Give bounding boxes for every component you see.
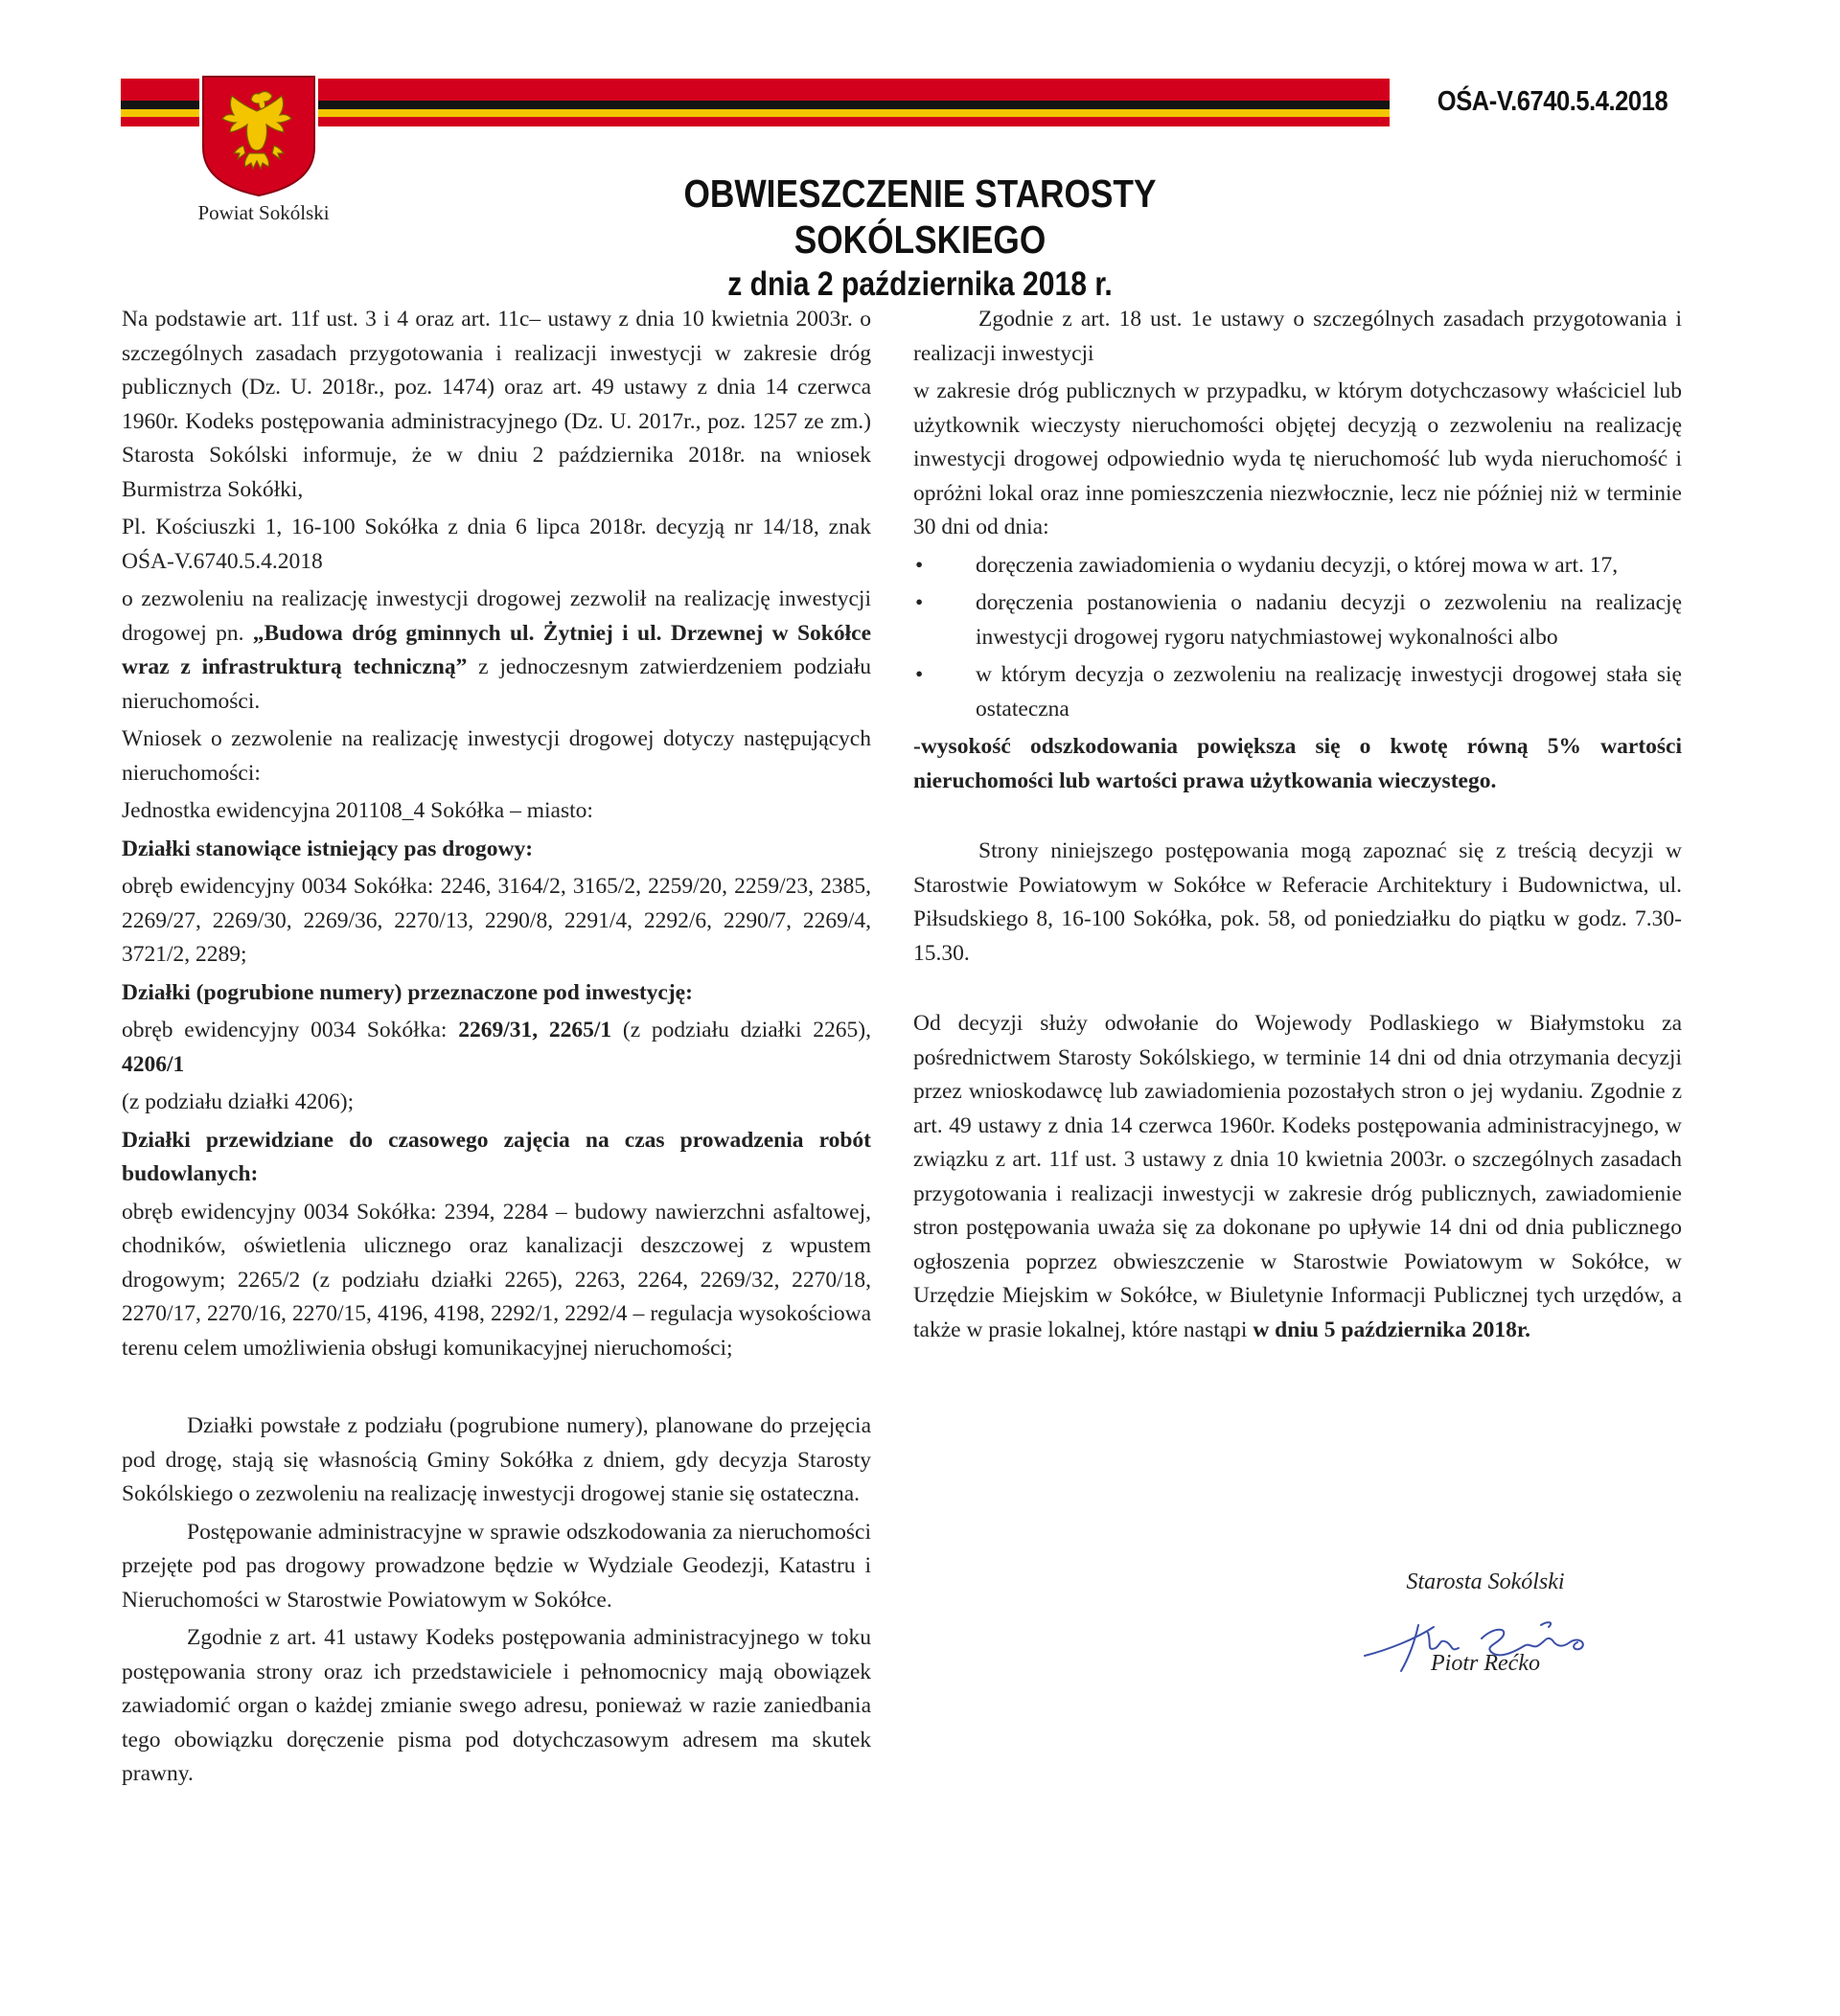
document-reference: OŚA-V.6740.5.4.2018 <box>1437 86 1668 117</box>
crest-caption: Powiat Sokólski <box>197 201 330 224</box>
heading-temporary-plots: Działki przewidziane do czasowego zajęcia na czas prowadzenia robót budowlanych: <box>122 1127 871 1186</box>
title-line-2: z dnia 2 października 2018 r. <box>727 265 1113 303</box>
p7-bold-plots: 2269/31, 2265/1 <box>458 1018 612 1042</box>
p7-text-c: (z podziału działki 2265), <box>611 1018 872 1042</box>
bullet-icon: • <box>915 590 924 615</box>
left-paragraph-9: obręb ewidencyjny 0034 Sokółka: 2394, 2284 – budowy nawierzchni asfaltowej, chodników, oświetlenia ulicznego oraz kanalizacji deszczowej z wpustem drogowym; 2265/2 (z podziału działki 2265), 2263, 2264, 2269/32, 2270/18, 2270/17, 2270/16, 2270/15, 4196, 4198, 2292/1, 2292/4 – regulacja wysokościowa terenu celem umożliwienia obsługi komunikacyjnej nieruchomości; <box>122 1199 871 1361</box>
left-paragraph-5: Jednostka ewidencyjna 201108_4 Sokółka – miasto: <box>122 798 593 823</box>
list-item <box>913 658 1682 726</box>
p7-bold-plot-2: 4206/1 <box>122 1051 185 1077</box>
heading-investment-plots: Działki (pogrubione numery) przeznaczone pod inwestycję: <box>122 979 693 1005</box>
investment-name: „Budowa dróg gminnych ul. Żytniej i ul. Drzewnej w Sokółce wraz z infrastrukturą techniczną” <box>122 620 871 679</box>
list-item <box>913 549 1682 584</box>
left-paragraph-7 <box>122 1014 871 1082</box>
page-title <box>590 171 1250 307</box>
title-line-1: OBWIESZCZENIE STAROSTY SOKÓLSKIEGO <box>683 172 1157 262</box>
spacer <box>122 1369 871 1409</box>
right-paragraph-5 <box>913 1007 1682 1347</box>
p7-text-a: obręb ewidencyjny 0034 Sokółka: <box>122 1018 459 1042</box>
right-column <box>913 303 1682 1351</box>
list-item-text: doręczenia postanowienia o nadaniu decyzji o zezwoleniu na realizację inwestycji drogowej rygoru natychmiastowej wykonalności albo <box>976 590 1682 650</box>
heading-existing-road: Działki stanowiące istniejący pas drogowy: <box>122 836 534 861</box>
p3-text-c: z jednoczesnym zatwierdzeniem podziału nieruchomości. <box>122 654 871 714</box>
left-paragraph-1: Na podstawie art. 11f ust. 3 i 4 oraz art. 11c– ustawy z dnia 10 kwietnia 2003r. o szczególnych zasadach przygotowania i realizacji inwestycji w zakresie dróg publicznych (Dz. U. 2018r., poz. 1474) oraz art. 49 ustawy z dnia 14 czerwca 1960r. Kodeks postępowania administracyjnego (Dz. U. 2017r., poz. 1257 ze zm.) Starosta Sokólski informuje, że w dniu 2 października 2018r. na wniosek Burmistrza Sokółki, <box>122 307 871 502</box>
left-paragraph-3 <box>122 583 871 719</box>
left-paragraph-12: Zgodnie z art. 41 ustawy Kodeks postępowania administracyjnego w toku postępowania strony oraz ich przedstawiciele i pełnomocnicy mają obowiązek zawiadomić organ o każdej zmianie swego adresu, ponieważ w razie zaniedbania tego obowiązku doręczenie pisma pod dotychczasowym adresem ma skutek prawny. <box>122 1625 871 1786</box>
right-paragraph-4: Strony niniejszego postępowania mogą zapoznać się z treścią decyzji w Starostwie Powiatowym w Sokółce w Referacie Architektury i Budownictwa, ul. Piłsudskiego 8, 16-100 Sokółka, pok. 58, od poniedziałku do piątku w godz. 7.30-15.30. <box>913 838 1682 966</box>
bullet-icon: • <box>915 662 924 687</box>
list-item-text: doręczenia zawiadomienia o wydaniu decyzji, o której mowa w art. 17, <box>976 552 1619 578</box>
p3-text-a: o zezwoleniu na realizację inwestycji drogowej zezwolił na realizację inwestycji drogowej pn. <box>122 586 871 646</box>
conditions-list <box>913 549 1682 727</box>
left-paragraph-6: obręb ewidencyjny 0034 Sokółka: 2246, 3164/2, 3165/2, 2259/20, 2259/23, 2385, 2269/27, 2269/30, 2269/36, 2270/13, 2290/8, 2291/4, 2292/6, 2290/7, 2269/4, 3721/2, 2289; <box>122 874 871 967</box>
left-paragraph-4: Wniosek o zezwolenie na realizację inwestycji drogowej dotyczy następujących nieruchomości: <box>122 726 871 786</box>
left-paragraph-11: Postępowanie administracyjne w sprawie odszkodowania za nieruchomości przejęte pod pas drogowy prowadzone będzie w Wydziale Geodezji, Katastru i Nieruchomości w Starostwie Powiatowym w Sokółce. <box>122 1519 871 1613</box>
spacer <box>913 802 1682 835</box>
left-paragraph-8: (z podziału działki 4206); <box>122 1089 355 1114</box>
spacer <box>913 974 1682 1007</box>
left-column <box>122 303 871 1796</box>
left-paragraph-2: Pl. Kościuszki 1, 16-100 Sokółka z dnia 6 lipca 2018r. decyzją nr 14/18, znak OŚA-V.6740.5.4.2018 <box>122 515 871 574</box>
left-paragraph-10: Działki powstałe z podziału (pogrubione numery), planowane do przejęcia pod drogę, stają się własnością Gminy Sokółka z dniem, gdy decyzja Starosty Sokólskiego o zezwoleniu na realizację inwestycji drogowej stanie się ostateczna. <box>122 1413 871 1506</box>
p5-bold-date: w dniu 5 października 2018r. <box>1253 1317 1530 1342</box>
bullet-icon: • <box>915 552 924 578</box>
list-item <box>913 586 1682 654</box>
right-paragraph-2: w zakresie dróg publicznych w przypadku, w którym dotychczasowy właściciel lub użytkownik wieczysty nieruchomości objętej decyzją o zezwoleniu na realizację inwestycji drogowej odpowiednio wyda tę nieruchomość lub wyda nieruchomość i opróżni lokal oraz inne pomieszczenia niezwłocznie, lecz nie później niż w terminie 30 dni od dnia: <box>913 378 1682 539</box>
list-item-text: w którym decyzja o zezwoleniu na realizację inwestycji drogowej stała się ostateczna <box>976 662 1682 722</box>
p5-text: Od decyzji służy odwołanie do Wojewody Podlaskiego w Białymstoku za pośrednictwem Starosty Sokólskiego, w terminie 14 dni od dnia otrzymania decyzji przez wnioskodawcę lub zawiadomienia pozostałych stron o jej wydaniu. Zgodnie z art. 49 ustawy z dnia 14 czerwca 1960r. Kodeks postępowania administracyjnego, w związku z art. 11f ust. 3 ustawy z dnia 10 kwietnia 2003r. o szczególnych zasadach przygotowania i realizacji inwestycji w zakresie dróg publicznych, zawiadomienie stron postępowania uważa się za dokonane po upływie 14 dni od dnia publicznego ogłoszenia poprzez obwieszczenie w Starostwie Powiatowym w Sokółce, w Urzędzie Miejskim w Sokółce, w Biuletynie Informacji Publicznej tych urzędów, a także w prasie lokalnej, które nastąpi <box>913 1011 1682 1342</box>
coat-of-arms-icon <box>199 73 318 199</box>
right-paragraph-1: Zgodnie z art. 18 ust. 1e ustawy o szczególnych zasadach przygotowania i realizacji inwestycji <box>913 307 1682 366</box>
handwritten-signature-icon <box>1359 1614 1618 1675</box>
right-paragraph-3: -wysokość odszkodowania powiększa się o kwotę równą 5% wartości nieruchomości lub wartości prawa użytkowania wieczystego. <box>913 734 1682 793</box>
signature-name: Piotr Rećko <box>1431 1651 1540 1676</box>
signature-role: Starosta Sokólski <box>1406 1569 1565 1594</box>
